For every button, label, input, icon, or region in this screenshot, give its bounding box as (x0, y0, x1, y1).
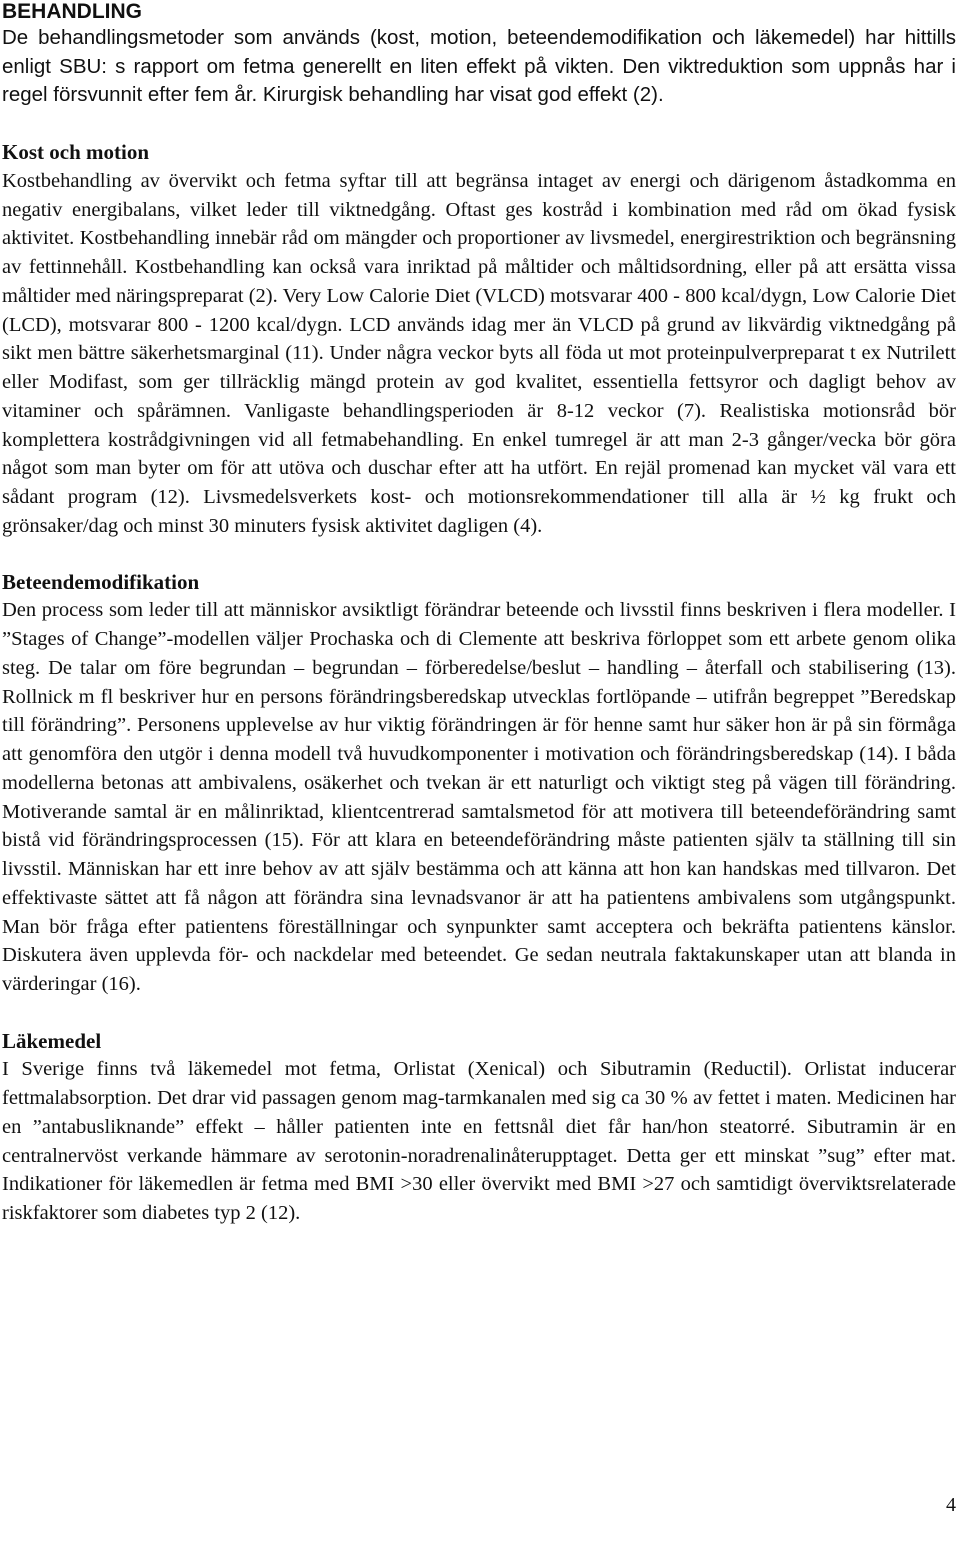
section-kost-och-motion (2, 138, 956, 540)
section-lakemedel (2, 1027, 956, 1228)
section-title: Beteendemodifikation (2, 569, 200, 594)
section-paragraph: I Sverige finns två läkemedel mot fetma, Orlistat (Xenical) och Sibutramin (Reductil). Orlistat inducerar fettmalabsorption. Det drar vid passagen genom mag-tarmkanalen med sig ca 30 % av fettet i maten. Medicinen har en ”antabusliknande” effekt – håller patienten inte en fettsnål diet får han/hon steatorré. Sibutramin är en centralnervöst verkande hämmare av serotonin-noradrenalinåterupptaget. Detta ger ett minskat ”sug” efter mat. Indikationer för läkemedlen är fetma med BMI >30 eller övervikt med BMI >27 och samtidigt överviktsrelaterade riskfaktorer som diabetes typ 2 (12). (2, 1058, 956, 1225)
page-heading: BEHANDLING (2, 0, 142, 23)
intro-paragraph: De behandlingsmetoder som används (kost, motion, beteendemodifikation och läkemedel) har hittills enligt SBU: s rapport om fetma generellt en liten effekt på vikten. Den viktreduktion som uppnås har i regel försvunnit efter fem år. Kirurgisk behandling har visat god effekt (2). (2, 26, 956, 107)
section-paragraph: Den process som leder till att människor avsiktligt förändrar beteende och livsstil finns beskriven i flera modeller. I ”Stages of Change”-modellen väljer Prochaska och di Clemente att beskriva förloppet som ett arbete genom olika steg. De talar om före begrundan – begrundan – förberedelse/beslut – handling – återfall och stabilisering (13). Rollnick m fl beskriver hur en persons förändringsberedskap utvecklas fortlöpande – utifrån begreppet ”Beredskap till förändring”. Personens upplevelse av hur viktig förändringen är för henne samt hur säker hon är på sin förmåga att genomföra den utgör i denna modell två huvudkomponenter i motivation och förändringsberedskap (14). I båda modellerna betonas att ambivalens, osäkerhet och tvekan är ett naturligt och viktigt steg på vägen till förändring. Motiverande samtal är en målinriktad, klientcentrerad samtalsmetod för att motivera till beteendeförändring samt bistå vid förändringsprocessen (15). För att klara en beteendeförändring måste patienten själv ta ställning till sin livsstil. Människan har ett inre behov av att själv bestämma och att känna att hon kan handskas med tillvaron. Det effektivaste sättet att få någon att förändra sina levnadsvanor är att ha patientens ambivalens som utgångspunkt. Man bör fråga efter patientens föreställningar och synpunkter samt acceptera och bekräfta patientens känslor. Diskutera även upplevda för- och nackdelar med beteendet. Ge sedan neutrala faktakunskaper utan att blanda in värderingar (16). (2, 599, 956, 996)
section-title: Läkemedel (2, 1028, 102, 1053)
section-beteendemodifikation (2, 568, 956, 999)
section-title: Kost och motion (2, 140, 149, 165)
document-page (2, 0, 956, 1228)
section-paragraph: Kostbehandling av övervikt och fetma syftar till att begränsa intaget av energi och därigenom åstadkomma en negativ energibalans, vilket leder till viktnedgång. Oftast ges kostråd i kombination med råd om ökad fysisk aktivitet. Kostbehandling innebär råd om mängder och proportioner av livsmedel, energirestriktion och begränsning av fettinnehåll. Kostbehandling kan också vara inriktad på måltider och måltidsordning, eller på att ersätta vissa måltider med näringspreparat (2). Very Low Calorie Diet (VLCD) motsvarar 400 - 800 kcal/dygn, Low Calorie Diet (LCD), motsvarar 800 - 1200 kcal/dygn. LCD används idag mer än VLCD på grund av likvärdig viktnedgång på sikt men bättre säkerhetsmarginal (11). Under några veckor byts all föda ut mot proteinpulverpreparat t ex Nutrilett eller Modifast, som ger tillräcklig mängd protein av god kvalitet, essentiella fettsyror och dagligt behov av vitaminer och spårämnen. Vanligaste behandlingsperioden är 8-12 veckor (7). Realistiska motionsråd bör komplettera kostrådgivningen vid all fetmabehandling. En enkel tumregel är att man 2-3 gånger/vecka bör göra något som man byter om för att utöva och duschar efter att ha utfört. En rejäl promenad kan mycket väl vara ett sådant program (12). Livsmedelsverkets kost- och motionsrekommendationer till alla är ½ kg frukt och grönsaker/dag och minst 30 minuters fysisk aktivitet dagligen (4). (2, 169, 956, 537)
page-number: 4 (946, 1494, 956, 1516)
